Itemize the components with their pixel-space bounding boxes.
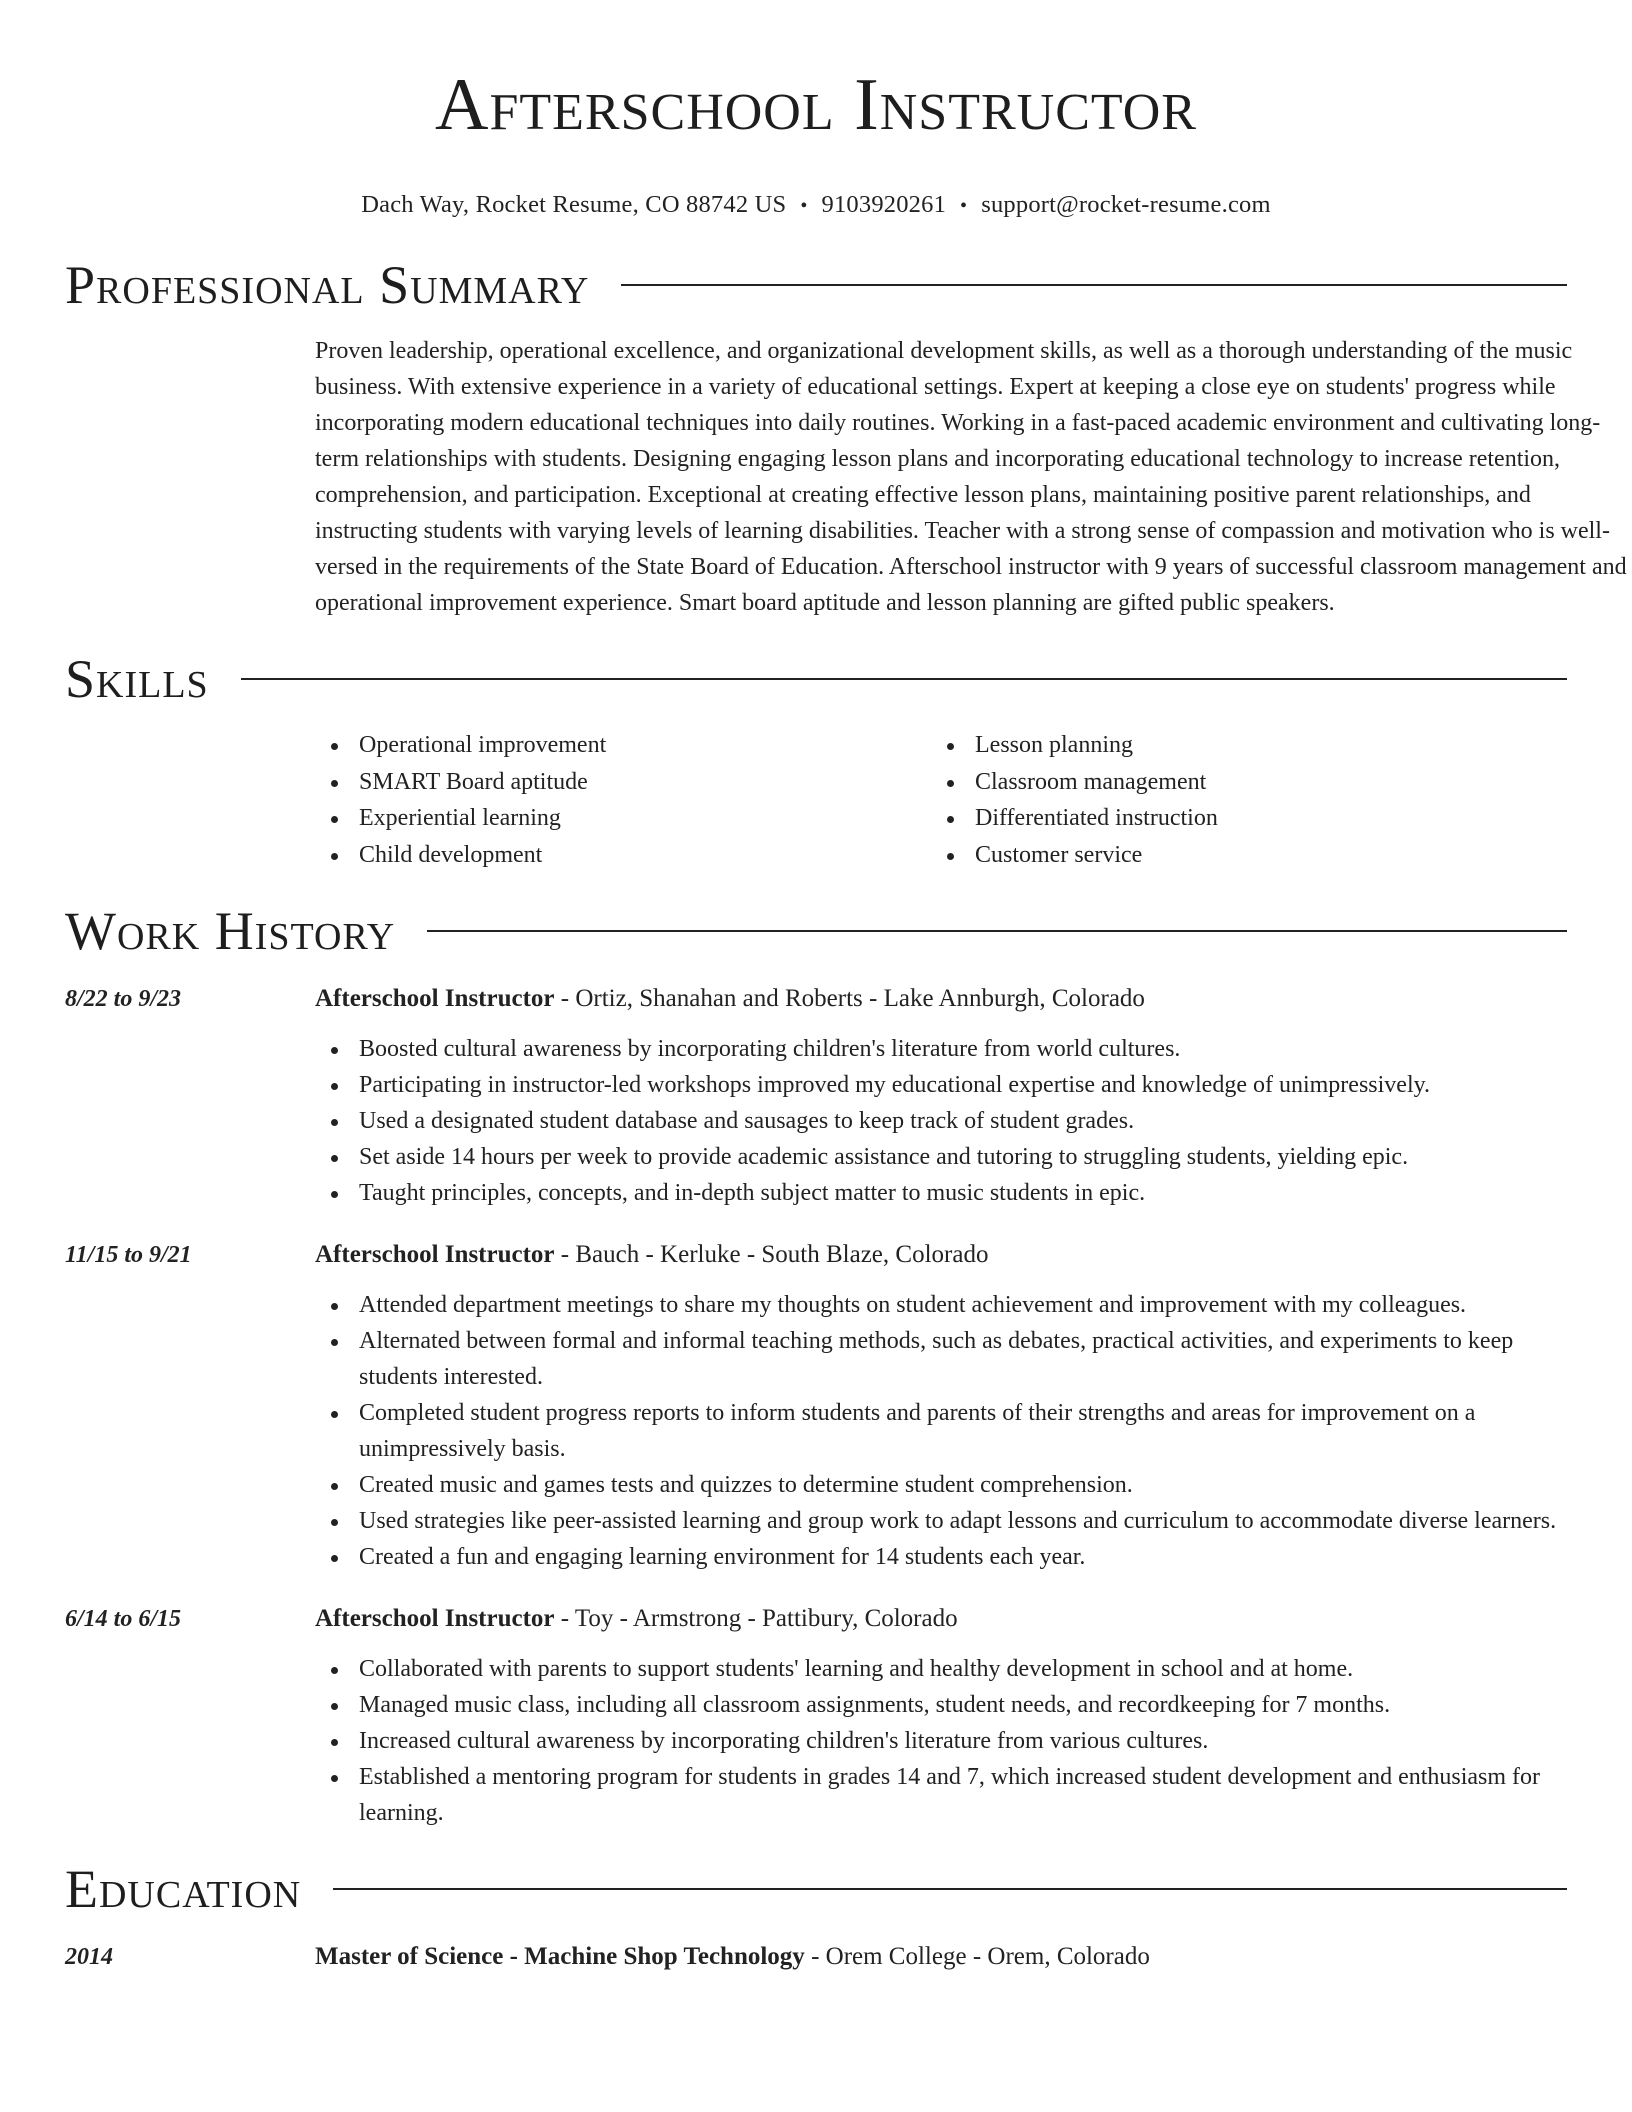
- job-bullet: Collaborated with parents to support students' learning and healthy development in school and at home.: [315, 1651, 1567, 1687]
- job-bullet: Managed music class, including all classroom assignments, student needs, and recordkeeping for 7 months.: [315, 1687, 1567, 1723]
- job-bullets: [315, 1287, 1567, 1575]
- skill-item: Classroom management: [931, 764, 1547, 801]
- contact-email: support@rocket-resume.com: [981, 191, 1271, 218]
- job-entry: [65, 1601, 1567, 1831]
- skill-item: Child development: [315, 837, 931, 874]
- skill-item: Customer service: [931, 837, 1547, 874]
- education-entry: [65, 1939, 1567, 1975]
- education-section-header: [65, 1859, 1567, 1919]
- contact-line: [65, 190, 1567, 221]
- job-bullet: Completed student progress reports to inform students and parents of their strengths and areas for improvement on a unimpressively basis.: [315, 1395, 1567, 1467]
- job-bullets: [315, 1651, 1567, 1831]
- education-degree: Master of Science - Machine Shop Technology: [315, 1943, 805, 1970]
- job-body: [315, 1601, 1567, 1831]
- skill-item: Operational improvement: [315, 727, 931, 764]
- section-divider: [241, 678, 1567, 680]
- skill-item: Lesson planning: [931, 727, 1547, 764]
- job-bullet: Created a fun and engaging learning environment for 14 students each year.: [315, 1539, 1567, 1575]
- education-details: - Orem College - Orem, Colorado: [804, 1943, 1150, 1970]
- job-bullet: Created music and games tests and quizzes to determine student comprehension.: [315, 1467, 1567, 1503]
- summary-section-header: [65, 255, 1567, 315]
- job-entry: [65, 981, 1567, 1211]
- job-title-line: [315, 1601, 1567, 1637]
- job-body: [315, 981, 1567, 1211]
- job-bullet: Increased cultural awareness by incorporating children's literature from various cultures.: [315, 1723, 1567, 1759]
- skills-heading: Skills: [65, 649, 209, 709]
- skills-grid: [315, 727, 1567, 873]
- job-dates: 6/14 to 6/15: [65, 1606, 182, 1632]
- section-divider: [333, 1888, 1567, 1890]
- job-bullet: Taught principles, concepts, and in-depth subject matter to music students in epic.: [315, 1175, 1567, 1211]
- job-bullet: Participating in instructor-led workshops improved my educational expertise and knowledge of unimpressively.: [315, 1067, 1567, 1103]
- section-divider: [621, 284, 1567, 286]
- contact-separator: •: [800, 195, 808, 217]
- skill-item: SMART Board aptitude: [315, 764, 931, 801]
- job-title: Afterschool Instructor: [315, 1605, 555, 1632]
- job-body: [315, 1237, 1567, 1575]
- job-title: Afterschool Instructor: [315, 1241, 555, 1268]
- job-title-line: [315, 981, 1567, 1017]
- job-title-line: [315, 1237, 1567, 1273]
- job-bullets: [315, 1031, 1567, 1211]
- job-bullet: Used a designated student database and sausages to keep track of student grades.: [315, 1103, 1567, 1139]
- job-dates: 8/22 to 9/23: [65, 986, 182, 1012]
- contact-address: Dach Way, Rocket Resume, CO 88742 US: [361, 191, 787, 218]
- summary-text: Proven leadership, operational excellence, and organizational development skills, as well as a thorough understanding of the music business. With extensive experience in a variety of educational settings. Expert at keeping a close eye on students' progress while incorporating modern educational techniques into daily routines. Working in a fast-paced academic environment and cultivating long-term relationships with students. Designing engaging lesson plans and incorporating educational technology to increase retention, comprehension, and participation. Exceptional at creating effective lesson plans, maintaining positive parent relationships, and instructing students with varying levels of learning disabilities. Teacher with a strong sense of compassion and motivation who is well-versed in the requirements of the State Board of Education. Afterschool instructor with 9 years of successful classroom management and operational improvement experience. Smart board aptitude and lesson planning are gifted public speakers.: [315, 338, 1627, 616]
- job-details: - Bauch - Kerluke - South Blaze, Colorado: [554, 1241, 989, 1268]
- job-bullet: Boosted cultural awareness by incorporating children's literature from world cultures.: [315, 1031, 1567, 1067]
- education-degree-line: [315, 1939, 1150, 1975]
- summary-heading: Professional Summary: [65, 255, 590, 315]
- candidate-name: Afterschool Instructor: [435, 64, 1197, 146]
- work-heading: Work History: [65, 901, 396, 961]
- job-details: - Ortiz, Shanahan and Roberts - Lake Annburgh, Colorado: [554, 985, 1145, 1012]
- education-year: 2014: [65, 1944, 113, 1970]
- skill-item: Experiential learning: [315, 800, 931, 837]
- contact-separator: •: [960, 195, 968, 217]
- job-details: - Toy - Armstrong - Pattibury, Colorado: [554, 1605, 958, 1632]
- section-divider: [427, 930, 1567, 932]
- job-bullet: Set aside 14 hours per week to provide academic assistance and tutoring to struggling students, yielding epic.: [315, 1139, 1567, 1175]
- skills-column-left: [315, 727, 931, 873]
- job-bullet: Established a mentoring program for students in grades 14 and 7, which increased student development and enthusiasm for learning.: [315, 1759, 1567, 1831]
- job-entry: [65, 1237, 1567, 1575]
- work-section-header: [65, 901, 1567, 961]
- skill-item: Differentiated instruction: [931, 800, 1547, 837]
- job-dates: 11/15 to 9/21: [65, 1242, 192, 1268]
- education-heading: Education: [65, 1859, 302, 1919]
- skills-section-header: [65, 649, 1567, 709]
- job-bullet: Used strategies like peer-assisted learning and group work to adapt lessons and curriculum to accommodate diverse learners.: [315, 1503, 1567, 1539]
- job-title: Afterschool Instructor: [315, 985, 555, 1012]
- skills-column-right: [931, 727, 1547, 873]
- job-bullet: Attended department meetings to share my thoughts on student achievement and improvement with my colleagues.: [315, 1287, 1567, 1323]
- contact-phone: 9103920261: [821, 191, 947, 218]
- job-bullet: Alternated between formal and informal teaching methods, such as debates, practical activities, and experiments to keep students interested.: [315, 1323, 1567, 1395]
